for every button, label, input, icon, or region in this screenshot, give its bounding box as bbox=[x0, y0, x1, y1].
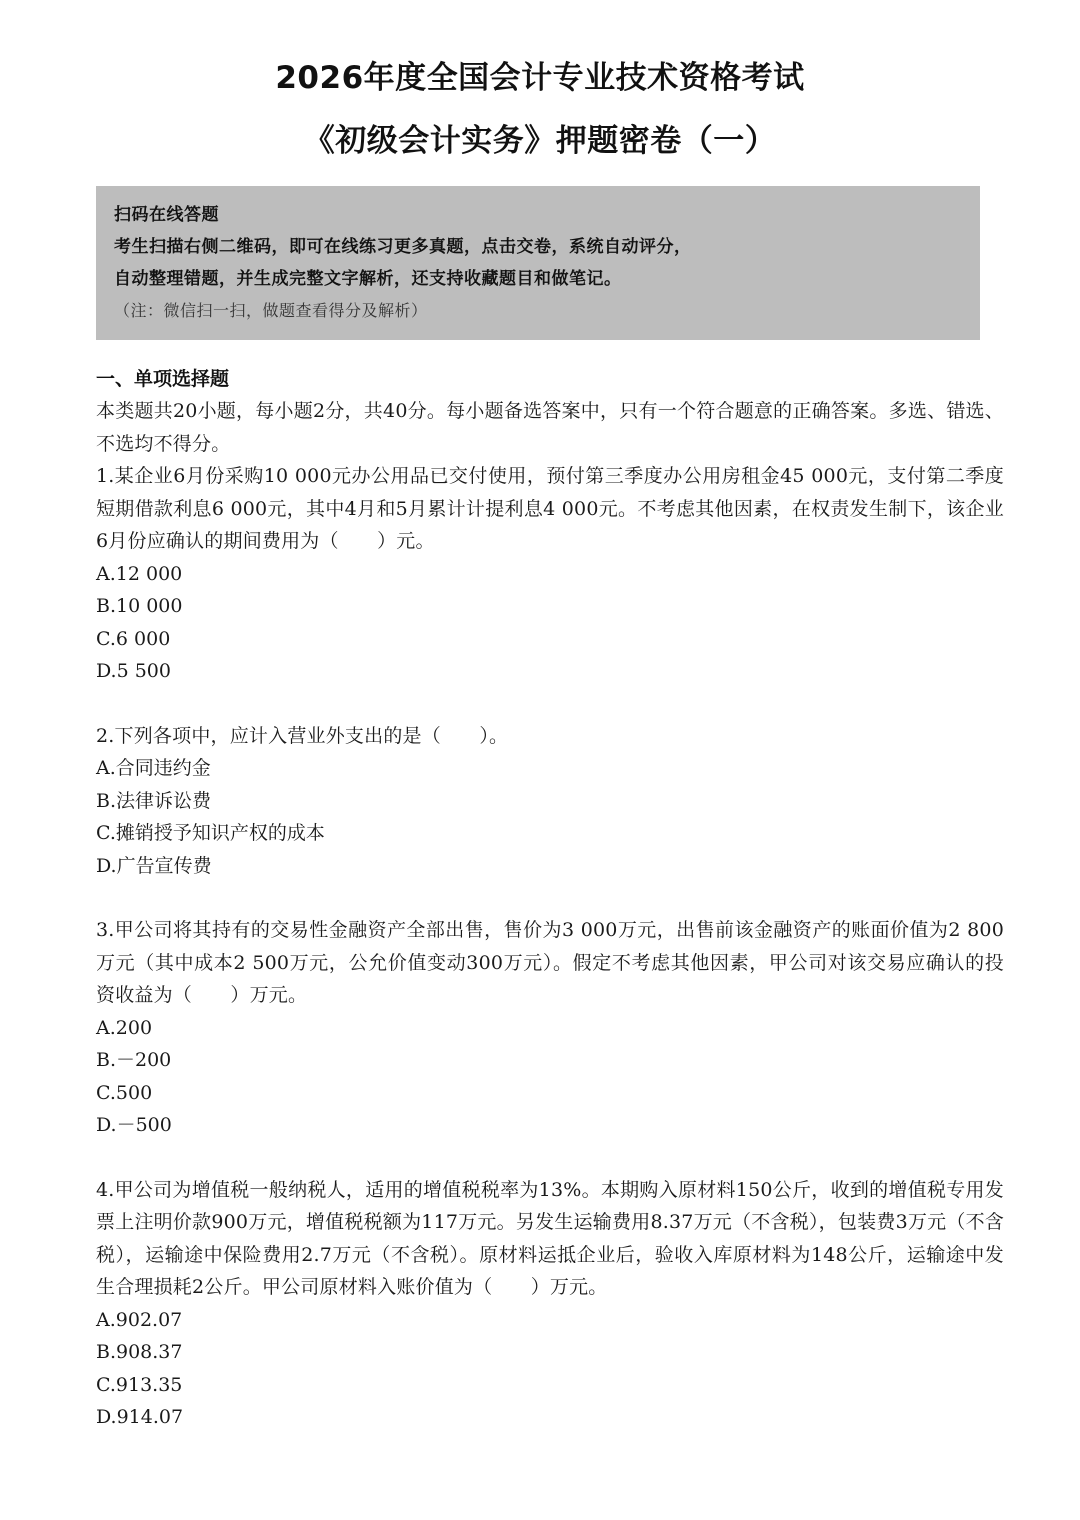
question-2 bbox=[96, 720, 1004, 883]
section-intro: 本类题共20小题，每小题2分，共40分。每小题备选答案中，只有一个符合题意的正确答案。多选、错选、不选均不得分。 bbox=[96, 400, 1004, 455]
option-b[interactable]: B.－200 bbox=[96, 1049, 172, 1071]
option-a[interactable]: A.902.07 bbox=[96, 1308, 183, 1331]
question-3 bbox=[96, 914, 1004, 1142]
option-a[interactable]: A.12 000 bbox=[96, 562, 183, 585]
notice-line-1: 考生扫描右侧二维码，即可在线练习更多真题，点击交卷，系统自动评分， bbox=[114, 237, 692, 257]
option-d[interactable]: D.914.07 bbox=[96, 1406, 184, 1428]
question-1 bbox=[96, 460, 1004, 688]
exam-subtitle: 《初级会计实务》押题密卷（一） bbox=[303, 123, 777, 159]
exam-title: 2026年度全国会计专业技术资格考试 bbox=[275, 60, 805, 96]
option-b[interactable]: B.908.37 bbox=[96, 1341, 183, 1363]
option-d[interactable]: D.广告宣传费 bbox=[96, 854, 212, 877]
exam-content bbox=[96, 363, 1004, 1434]
section-title: 一、单项选择题 bbox=[96, 368, 230, 390]
question-stem: 4.甲公司为增值税一般纳税人，适用的增值税税率为13%。本期购入原材料150公斤，收到的增值税专用发票上注明价款900万元，增值税税额为117万元。另发生运输费用8.37万元（不含税），包装费3万元（不含税），运输途中保险费用2.7万元（不含税）。原材料运抵企业后，验收入库原材料为148公斤，运输途中发生合理损耗2公斤。甲公司原材料入账价值为（ ）万元。 bbox=[96, 1178, 1004, 1298]
scan-notice-box bbox=[96, 186, 980, 340]
option-b[interactable]: B.法律诉讼费 bbox=[96, 789, 212, 812]
question-stem: 2.下列各项中，应计入营业外支出的是（ ）。 bbox=[96, 724, 509, 747]
option-d[interactable]: D.5 500 bbox=[96, 660, 171, 682]
option-d[interactable]: D.－500 bbox=[96, 1114, 172, 1136]
option-c[interactable]: C.913.35 bbox=[96, 1373, 183, 1396]
notice-heading: 扫码在线答题 bbox=[114, 205, 219, 225]
question-stem: 1.某企业6月份采购10 000元办公用品已交付使用，预付第三季度办公用房租金45 000元，支付第二季度短期借款利息6 000元，其中4月和5月累计计提利息4 000元。不考虑其他因素，在权责发生制下，该企业6月份应确认的期间费用为（ ）元。 bbox=[96, 465, 1004, 552]
notice-line-2: 自动整理错题，并生成完整文字解析，还支持收藏题目和做笔记。 bbox=[114, 269, 622, 289]
option-c[interactable]: C.6 000 bbox=[96, 627, 171, 650]
notice-note: （注：微信扫一扫，做题查看得分及解析） bbox=[114, 301, 428, 320]
question-stem: 3.甲公司将其持有的交易性金融资产全部出售，售价为3 000万元，出售前该金融资产的账面价值为2 800万元（其中成本2 500万元，公允价值变动300万元）。假定不考虑其他因素，甲公司对该交易应确认的投资收益为（ ）万元。 bbox=[96, 919, 1004, 1006]
option-b[interactable]: B.10 000 bbox=[96, 595, 183, 617]
option-c[interactable]: C.500 bbox=[96, 1081, 153, 1104]
option-a[interactable]: A.200 bbox=[96, 1016, 153, 1039]
option-c[interactable]: C.摊销授予知识产权的成本 bbox=[96, 822, 325, 844]
question-4 bbox=[96, 1174, 1004, 1434]
option-a[interactable]: A.合同违约金 bbox=[96, 757, 211, 779]
